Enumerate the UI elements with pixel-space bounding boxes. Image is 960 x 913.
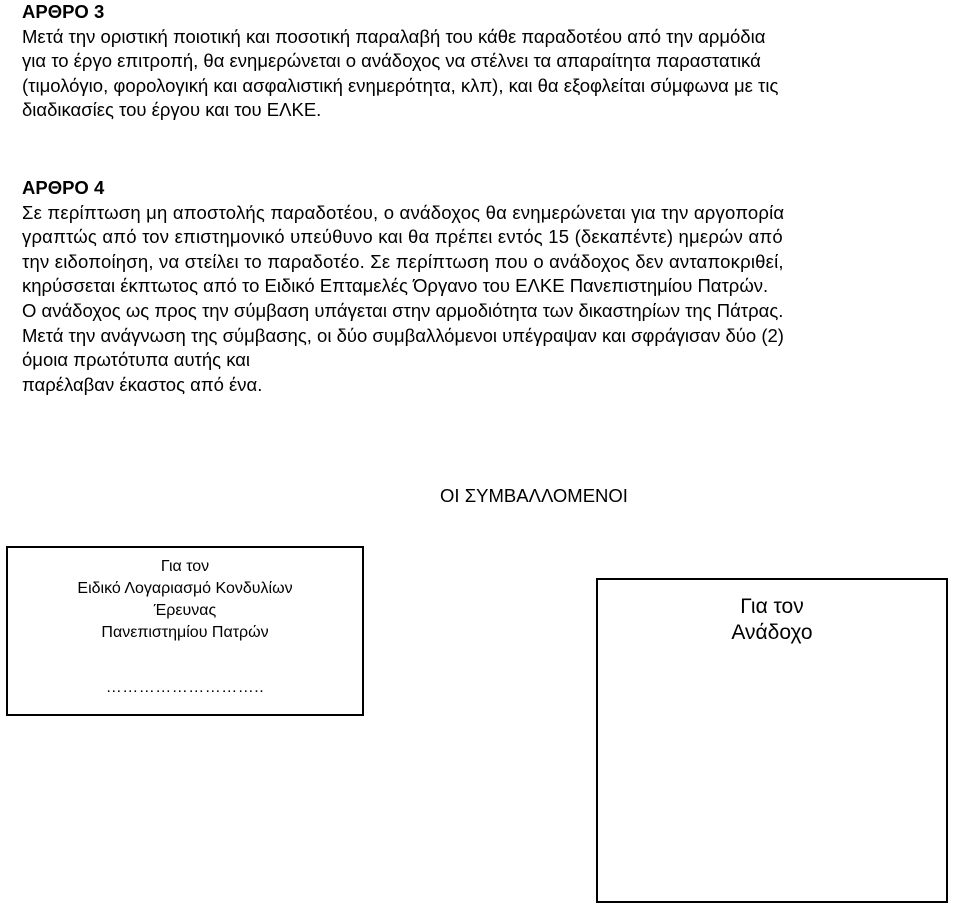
article-4 — [22, 176, 950, 397]
article-3 — [22, 0, 950, 123]
article-4-line: την ειδοποίηση, να στείλει το παραδοτέο. Σε περίπτωση που ο ανάδοχος δεν ανταποκριθεί, — [22, 250, 784, 272]
article-4-heading: ΑΡΘΡΟ 4 — [22, 177, 105, 198]
article-4-line: παρέλαβαν έκαστος από ένα. — [22, 373, 263, 395]
article-4-line: όμοια πρωτότυπα αυτής και — [22, 349, 251, 371]
university-party-line: Για τον — [160, 558, 210, 575]
university-signature-box — [6, 546, 364, 716]
contractor-signature-box — [596, 578, 948, 903]
article-3-line: για το έργο επιτροπή, θα ενημερώνεται ο ανάδοχος να στέλνει τα απαραίτητα παραστατικά — [22, 50, 761, 72]
contractor-party-line: Για τον — [740, 595, 804, 618]
article-4-line: Ο ανάδοχος ως προς την σύμβαση υπάγεται στην αρμοδιότητα των δικαστηρίων της Πάτρας. — [22, 299, 784, 321]
article-4-line: γραπτώς από τον επιστημονικό υπεύθυνο και θα πρέπει εντός 15 (δεκαπέντε) ημερών από — [22, 226, 783, 248]
article-3-line: διαδικασίες του έργου και του ΕΛΚΕ. — [22, 99, 322, 121]
signature-placeholder-dots: ……………………….. — [105, 679, 265, 696]
article-3-line: Μετά την οριστική ποιοτική και ποσοτική παραλαβή του κάθε παραδοτέου από την αρμόδια — [22, 25, 766, 47]
article-4-line: κηρύσσεται έκπτωτος από το Ειδικό Επταμελές Όργανο του ΕΛΚΕ Πανεπιστημίου Πατρών. — [22, 275, 769, 297]
parties-title: ΟΙ ΣΥΜΒΑΛΛΟΜΕΝΟΙ — [440, 485, 628, 506]
university-party-line: Ειδικό Λογαριασμό Κονδυλίων — [77, 580, 293, 597]
contractor-party-line: Ανάδοχο — [731, 621, 813, 644]
university-party-line: Πανεπιστημίου Πατρών — [101, 624, 269, 641]
article-3-heading: ΑΡΘΡΟ 3 — [22, 1, 105, 22]
article-4-line: Μετά την ανάγνωση της σύμβασης, οι δύο συμβαλλόμενοι υπέγραψαν και σφράγισαν δύο (2) — [22, 324, 784, 346]
article-4-line: Σε περίπτωση μη αποστολής παραδοτέου, ο ανάδοχος θα ενημερώνεται για την αργοπορία — [22, 201, 785, 223]
article-3-line: (τιμολόγιο, φορολογική και ασφαλιστική ενημερότητα, κλπ), και θα εξοφλείται σύμφωνα με τις — [22, 74, 779, 96]
university-party-line: Έρευνας — [153, 602, 217, 619]
